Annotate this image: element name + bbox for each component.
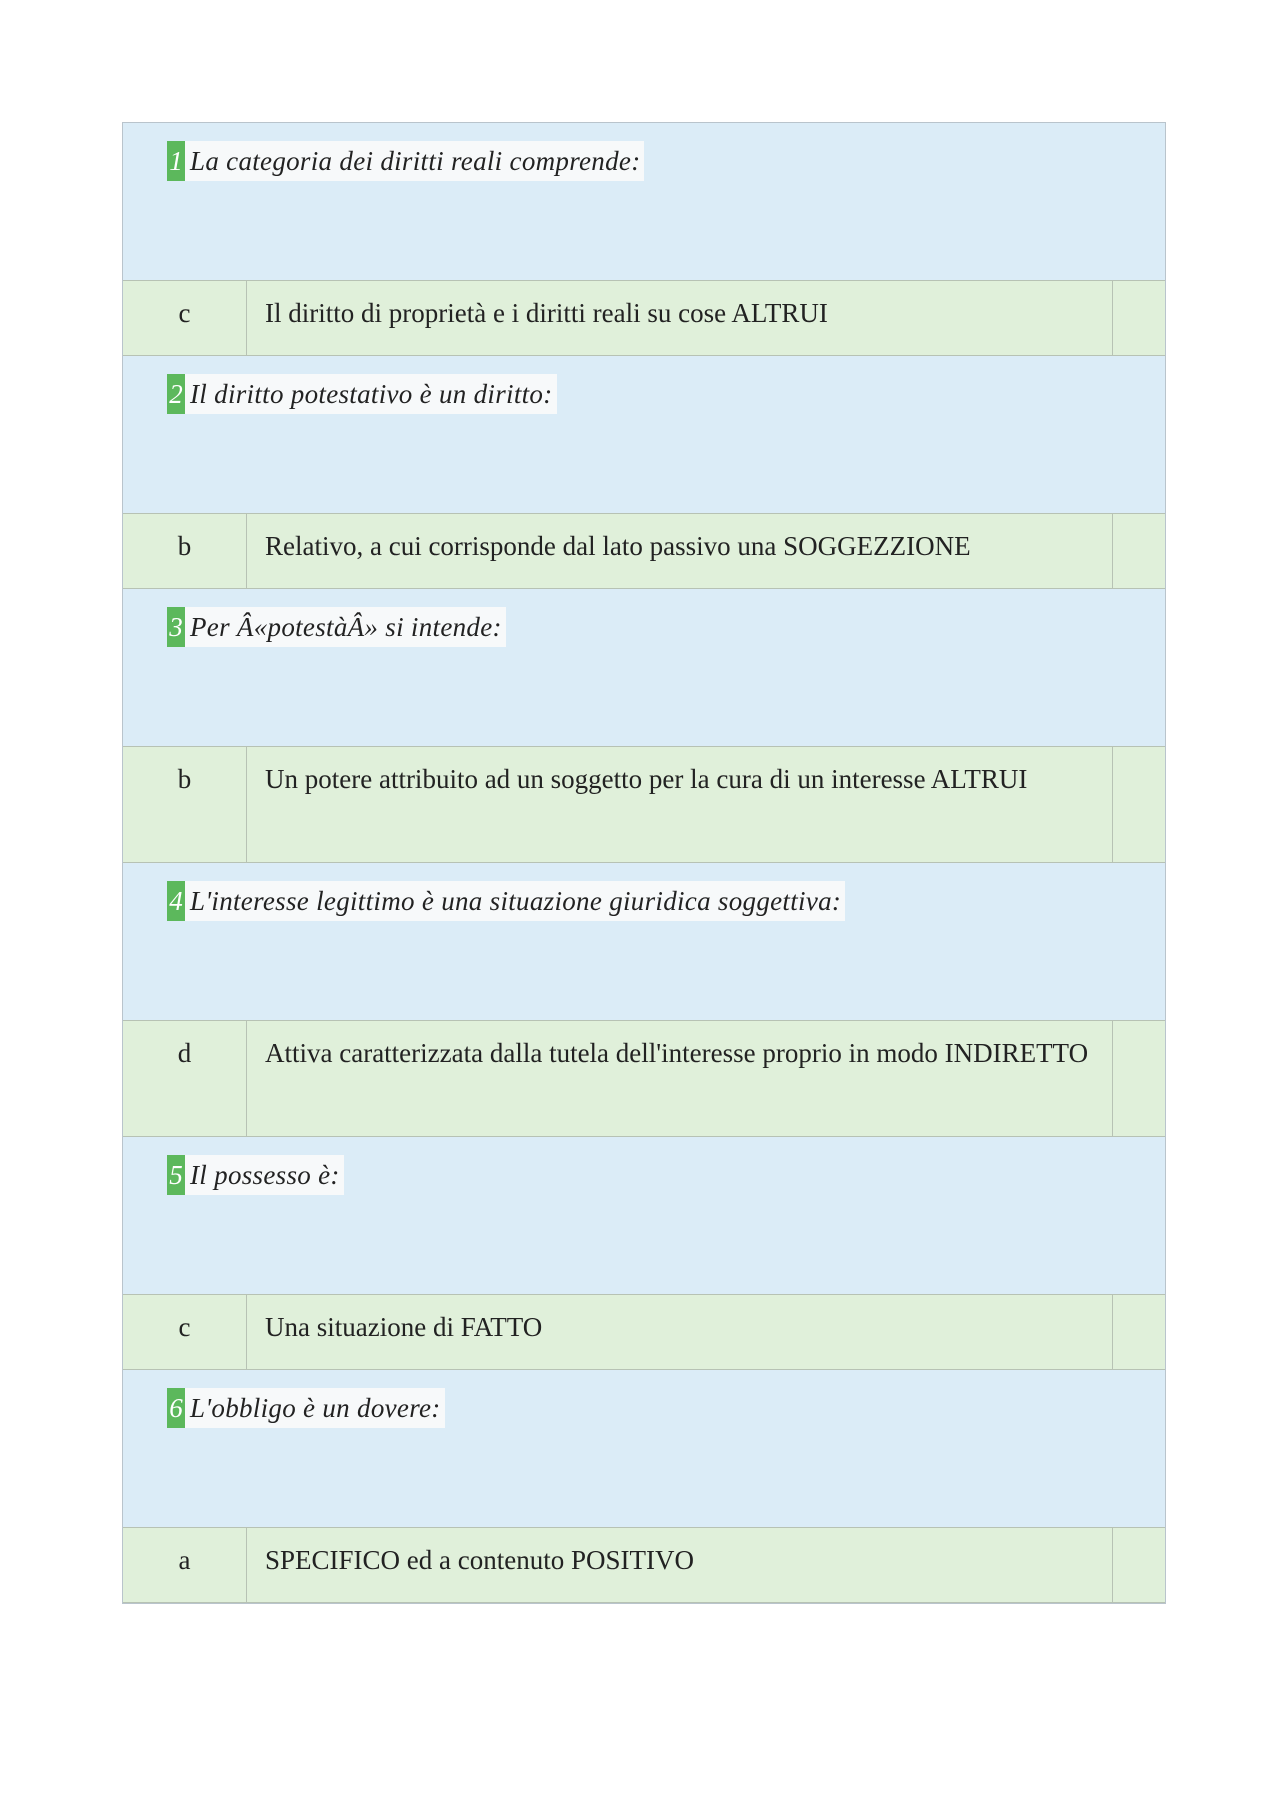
- question-number: 6: [167, 1388, 185, 1428]
- question-block: [123, 589, 1165, 746]
- answer-row-end-cell: [1112, 1021, 1165, 1136]
- question-block: [123, 356, 1165, 513]
- question-text: L'interesse legittimo è una situazione giuridica soggettiva:: [185, 881, 845, 921]
- question-text: Il diritto potestativo è un diritto:: [185, 374, 557, 414]
- answer-letter: a: [123, 1528, 247, 1602]
- answer-text: SPECIFICO ed a contenuto POSITIVO: [265, 1545, 694, 1575]
- answer-text: Il diritto di proprietà e i diritti reali su cose ALTRUI: [265, 298, 828, 328]
- answer-row: [123, 280, 1165, 356]
- answer-row: [123, 513, 1165, 589]
- answer-letter: b: [123, 747, 247, 862]
- answer-row-end-cell: [1112, 1295, 1165, 1369]
- question-number: 5: [167, 1155, 185, 1195]
- answer-text: Un potere attribuito ad un soggetto per la cura di un interesse ALTRUI: [265, 764, 1028, 794]
- question-line: [167, 1388, 445, 1428]
- question-block: [123, 1370, 1165, 1527]
- question-text: Per Â«potestàÂ» si intende:: [185, 607, 506, 647]
- question-number: 4: [167, 881, 185, 921]
- answer-row: [123, 1020, 1165, 1137]
- answer-letter: c: [123, 1295, 247, 1369]
- question-block: [123, 863, 1165, 1020]
- answer-text: Relativo, a cui corrisponde dal lato passivo una SOGGEZZIONE: [265, 531, 971, 561]
- question-line: [167, 1155, 344, 1195]
- answer-text: Una situazione di FATTO: [265, 1312, 543, 1342]
- answer-letter: b: [123, 514, 247, 588]
- answer-row: [123, 1294, 1165, 1370]
- answer-row: [123, 1527, 1165, 1603]
- question-number: 2: [167, 374, 185, 414]
- answer-row-end-cell: [1112, 514, 1165, 588]
- answer-row: [123, 746, 1165, 863]
- question-line: [167, 141, 644, 181]
- question-line: [167, 607, 506, 647]
- question-text: Il possesso è:: [185, 1155, 344, 1195]
- quiz-table: [122, 122, 1166, 1604]
- question-line: [167, 881, 845, 921]
- question-block: [123, 123, 1165, 280]
- question-block: [123, 1137, 1165, 1294]
- question-line: [167, 374, 557, 414]
- answer-letter: c: [123, 281, 247, 355]
- question-text: La categoria dei diritti reali comprende:: [185, 141, 644, 181]
- question-number: 1: [167, 141, 185, 181]
- answer-row-end-cell: [1112, 747, 1165, 862]
- answer-text: Attiva caratterizzata dalla tutela dell'interesse proprio in modo INDIRETTO: [265, 1038, 1089, 1068]
- question-text: L'obbligo è un dovere:: [185, 1388, 445, 1428]
- answer-row-end-cell: [1112, 281, 1165, 355]
- question-number: 3: [167, 607, 185, 647]
- answer-row-end-cell: [1112, 1528, 1165, 1602]
- answer-letter: d: [123, 1021, 247, 1136]
